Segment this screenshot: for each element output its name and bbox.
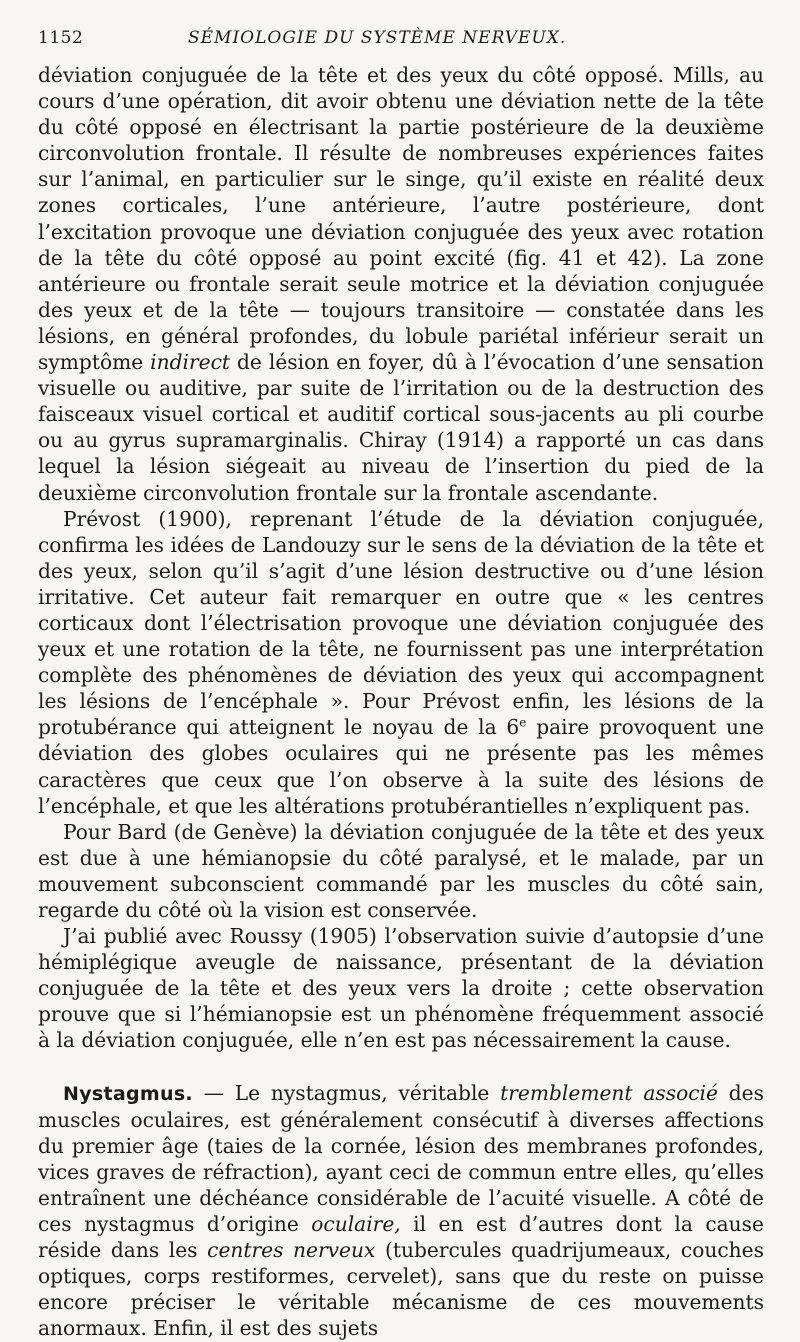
text-run: Pour Bard (de Genève) la déviation conjuguée de la tête et des yeux est due à une hémianopsie du côté paralysé, et le malade, par un mouvement subconscient commandé par les muscles du côté sain, regarde du côté où la vision est conservée. — [38, 819, 764, 922]
paragraph-p4 — [38, 923, 764, 1053]
text-run: il en est d’autres dont la cause réside dans les — [38, 1212, 764, 1263]
paragraph-p5 — [38, 1080, 764, 1342]
text-run: déviation conjuguée de la tête et des yeux du côté opposé. Mills, au cours d’une opération, dit avoir obtenu une déviation nette de la tête du côté opposé en électrisant la partie postérieure de la deuxième circonvolution frontale. Il résulte de nombreuses expériences faites sur l’animal, en particulier sur le singe, qu’il existe en réalité deux zones corticales, l’une antérieure, l’autre postérieure, dont l’excitation provoque une déviation conjuguée des yeux avec rotation de la tête du côté opposé au point excité (fig. 41 et 42). La zone antérieure ou frontale serait seule motrice et la déviation conjuguée des yeux et de la tête — toujours transitoire — constatée dans les lésions, en général profondes, du lobule pariétal inférieur serait un symptôme — [38, 63, 764, 375]
paragraph-p1 — [38, 62, 764, 506]
paragraph-p3 — [38, 819, 764, 923]
page-header — [38, 28, 764, 62]
italic-text: centres nerveux — [207, 1238, 376, 1263]
text-run: de lésion en foyer, dû à l’évocation d’une sensation visuelle ou auditive, par suite de l’irritation ou de la destruction des faisceaux visuel cortical et auditif cortical sous-jacents au pli courbe ou au gyrus supramarginalis. Chiray (1914) a rapporté un cas dans lequel la lésion siégeait au niveau de l’insertion du pied de la deuxième circonvolution frontale sur la frontale ascendante. — [38, 350, 764, 505]
text-run: Prévost (1900), reprenant l’étude de la déviation conjuguée, confirma les idées de Landouzy sur le sens de la déviation de la tête et des yeux, selon qu’il s’agit d’une lésion destructive ou d’une lésion irritative. Cet auteur fait remarquer en outre que « les centres corticaux dont l’électrisation provoque une déviation conjuguée des yeux et une rotation de la tête, ne fournissent pas une interprétation complète des phénomènes de déviation des yeux qui accompagnent les lésions de l’encéphale ». Pour Prévost enfin, les lésions de la protubérance qui atteignent le noyau de la 6 — [38, 506, 764, 740]
section-heading: Nystagmus. — [63, 1082, 193, 1105]
superscript: e — [519, 715, 527, 730]
text-run: — Le nystagmus, véritable — [192, 1080, 501, 1105]
page-number: 1152 — [38, 28, 84, 48]
italic-text: tremblement associé — [500, 1080, 718, 1105]
text-run: J’ai publié avec Roussy (1905) l’observation suivie d’autopsie d’une hémiplégique aveugle de naissance, présentant de la déviation conjuguée de la tête et des yeux vers la droite ; cette observation prouve que si l’hémianopsie est un phénomène fréquemment associé à la déviation conjuguée, elle n’en est pas nécessairement la cause. — [38, 924, 764, 1053]
running-title: SÉMIOLOGIE DU SYSTÈME NERVEUX. — [188, 28, 567, 48]
italic-text: indirect — [150, 350, 231, 375]
text-run: des muscles oculaires, est généralement consécutif à diverses affections du premier âge (taies de la cornée, lésion des membranes profondes, vices graves de réfraction), ayant ceci de commun entre elles, qu’elles entraînent une déchéance considérable de l’acuité visuelle. A côté de ces nystagmus d’origine — [38, 1080, 764, 1237]
text-run: paire provoquent une déviation des globes oculaires qui ne présente pas les mêmes caractères que ceux que l’on observe à la suite des lésions de l’encéphale, et que les altérations protubérantielles n’expliquent pas. — [38, 715, 764, 818]
body-text — [38, 62, 764, 1342]
text-run: (tubercules quadrijumeaux, couches optiques, corps restiformes, cervelet), sans que du reste on puisse encore préciser le véritable mécanisme de ces mouvements anormaux. Enfin, il est des sujets — [38, 1238, 764, 1341]
paragraph-p2 — [38, 506, 764, 819]
italic-text: oculaire, — [311, 1212, 401, 1237]
